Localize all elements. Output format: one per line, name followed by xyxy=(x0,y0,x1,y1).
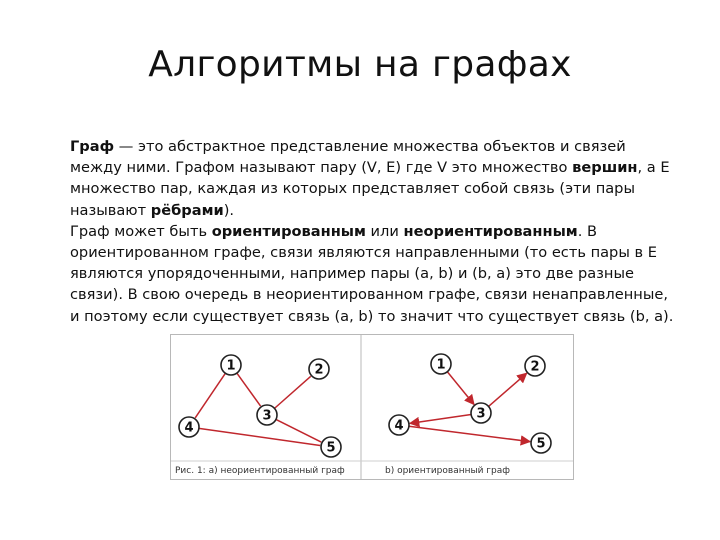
undirected-node-label: 5 xyxy=(326,440,336,456)
text-fragment: . В xyxy=(577,222,597,240)
undirected-edge-4-5 xyxy=(199,428,320,445)
text-line xyxy=(70,306,674,327)
undirected-edge-1-4 xyxy=(195,373,225,418)
undirected-edge-3-2 xyxy=(274,376,310,408)
text-fragment: ориентированном графе, связи являются направленными (то есть пары в E xyxy=(70,244,657,262)
undirected-graph xyxy=(179,355,341,457)
term-undirected: неориентированным xyxy=(403,222,578,240)
directed-edge-1-3 xyxy=(447,372,474,405)
undirected-node-5 xyxy=(321,437,341,457)
text-line xyxy=(70,221,670,242)
text-fragment: — это абстрактное представление множества объектов и связей xyxy=(114,138,626,155)
directed-node-label: 3 xyxy=(476,406,486,422)
undirected-edge-1-3 xyxy=(237,373,261,406)
directed-node-label: 2 xyxy=(530,359,540,375)
text-fragment: являются упорядоченными, например пары (a, b) и (b, a) это две разные xyxy=(70,265,634,283)
directed-node-2 xyxy=(525,356,545,376)
directed-edge-4-5 xyxy=(409,426,530,441)
undirected-edge-3-5 xyxy=(276,419,321,442)
directed-edge-3-2 xyxy=(489,373,527,406)
text-line xyxy=(70,178,670,199)
graph-figure xyxy=(170,334,574,480)
directed-node-1 xyxy=(431,354,451,374)
text-line xyxy=(70,200,670,221)
directed-node-5 xyxy=(531,433,551,453)
undirected-node-1 xyxy=(221,355,241,375)
undirected-node-3 xyxy=(257,405,277,425)
slide-title: Алгоритмы на графах xyxy=(148,44,572,85)
undirected-node-label: 4 xyxy=(184,420,194,436)
term-vertices: вершин xyxy=(572,159,638,177)
text-fragment: или xyxy=(365,222,404,240)
directed-node-label: 1 xyxy=(436,357,446,373)
directed-node-label: 4 xyxy=(394,418,404,434)
directed-graph xyxy=(389,354,551,453)
text-line xyxy=(70,263,670,284)
graph-figure-svg xyxy=(171,335,573,479)
term-graph: Граф xyxy=(70,138,115,155)
paragraph-types xyxy=(70,221,674,327)
text-line xyxy=(70,284,670,305)
body-text xyxy=(70,136,674,327)
text-fragment: между ними. Графом называют пару (V, E) где V это множество xyxy=(70,159,573,177)
directed-node-label: 5 xyxy=(536,436,546,452)
directed-node-4 xyxy=(389,415,409,435)
term-directed: ориентированным xyxy=(211,222,366,240)
text-line xyxy=(70,157,670,178)
caption-undirected: Рис. 1: а) неориентированный граф xyxy=(175,466,345,476)
directed-edge-3-4 xyxy=(410,414,471,423)
text-fragment: множество пар, каждая из которых представляет собой связь (эти пары xyxy=(70,180,635,198)
undirected-node-label: 3 xyxy=(262,408,272,424)
paragraph-definition xyxy=(70,136,670,221)
undirected-node-2 xyxy=(309,359,329,379)
caption-directed: b) ориентированный граф xyxy=(385,466,510,476)
undirected-node-label: 1 xyxy=(226,358,236,374)
text-fragment: и поэтому если существует связь (a, b) то значит что существует связь (b, a). xyxy=(70,307,674,325)
text-fragment: ). xyxy=(223,201,235,219)
text-fragment: называют xyxy=(70,201,151,219)
undirected-node-4 xyxy=(179,417,199,437)
text-line xyxy=(70,242,670,263)
text-fragment: , а E xyxy=(637,159,670,177)
text-fragment: Граф может быть xyxy=(70,222,212,240)
directed-node-3 xyxy=(471,403,491,423)
text-fragment: связи). В свою очередь в неориентированном графе, связи ненаправленные, xyxy=(70,286,668,304)
undirected-node-label: 2 xyxy=(314,362,324,378)
text-line xyxy=(70,136,670,157)
term-edges: рёбрами xyxy=(150,201,224,219)
